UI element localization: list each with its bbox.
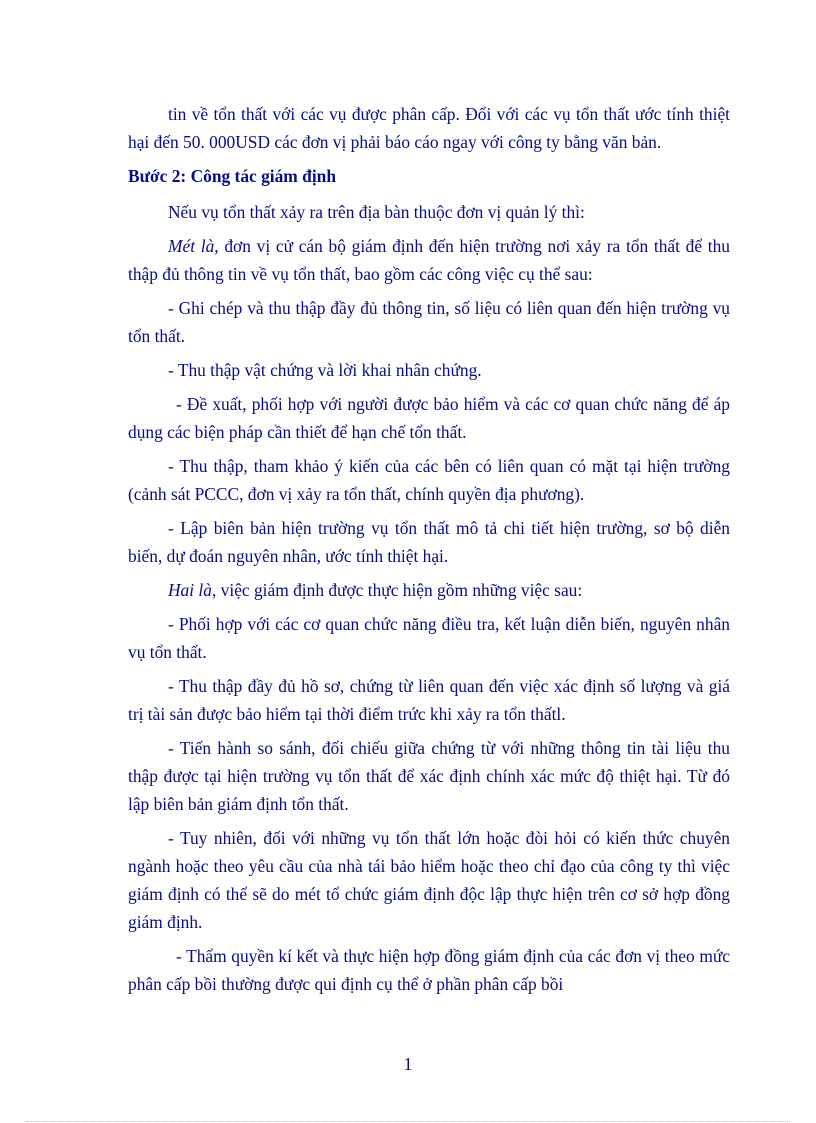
list-item: - Đề xuất, phối hợp với người được bảo hiểm và các cơ quan chức năng để áp dụng các biện pháp cần thiết để hạn chế tổn thất. (128, 394, 730, 442)
paragraph-step-two: Hai là, việc giám định được thực hiện gồm những việc sau: (168, 580, 583, 600)
list-item: - Thu thập, tham khảo ý kiến của các bên có liên quan có mặt tại hiện trường (cảnh sát PCCC, đơn vị xảy ra tổn thất, chính quyền địa phương). (128, 456, 730, 504)
page-divider (26, 1121, 790, 1122)
list-item: - Phối hợp với các cơ quan chức năng điều tra, kết luận diễn biến, nguyên nhân vụ tổn thất. (128, 614, 730, 662)
list-item: - Lập biên bản hiện trường vụ tổn thất mô tả chi tiết hiện trường, sơ bộ diễn biến, dự đoán nguyên nhân, ước tính thiệt hại. (128, 518, 730, 566)
paragraph-continuation: tin về tổn thất với các vụ được phân cấp. Đối với các vụ tổn thất ước tính thiệt hại đến 50. 000USD các đơn vị phải báo cáo ngay với công ty bằng văn bản. (128, 104, 730, 152)
step-one-label: Mét là (168, 236, 215, 256)
paragraph-step-one: Mét là, đơn vị cử cán bộ giám định đến hiện trường nơi xảy ra tổn thất để thu thập đủ thông tin về vụ tổn thất, bao gồm các công việc cụ thể sau: (128, 236, 730, 284)
list-item: - Ghi chép và thu thập đầy đủ thông tin, số liệu có liên quan đến hiện trường vụ tổn thất. (128, 298, 730, 346)
document-body (128, 100, 730, 1004)
list-item: - Tuy nhiên, đối với những vụ tổn thất lớn hoặc đòi hỏi có kiến thức chuyên ngành hoặc theo yêu cầu của nhà tái bảo hiểm hoặc theo chỉ đạo của công ty thì việc giám định có thể sẽ do mét tổ chức giám định độc lập thực hiện trên cơ sở hợp đồng giám định. (128, 828, 730, 932)
list-item: - Thẩm quyền kí kết và thực hiện hợp đồng giám định của các đơn vị theo mức phân cấp bồi thường được qui định cụ thể ở phần phân cấp bồi (128, 946, 730, 994)
list-item: - Tiến hành so sánh, đối chiếu giữa chứng từ với những thông tin tài liệu thu thập được tại hiện trường vụ tổn thất để xác định chính xác mức độ thiệt hại. Từ đó lập biên bản giám định tổn thất. (128, 738, 730, 814)
step-two-label: Hai là (168, 580, 212, 600)
paragraph-intro: Nếu vụ tổn thất xảy ra trên địa bàn thuộc đơn vị quản lý thì: (168, 202, 585, 222)
section-heading: Bước 2: Công tác giám định (128, 166, 336, 186)
list-item: - Thu thập vật chứng và lời khai nhân chứng. (168, 360, 482, 380)
page-number: 1 (403, 1054, 413, 1074)
list-item: - Thu thập đầy đủ hồ sơ, chứng từ liên quan đến việc xác định số lượng và giá trị tài sản được bảo hiểm tại thời điểm trức khi xảy ra tổn thấtl. (128, 676, 730, 724)
